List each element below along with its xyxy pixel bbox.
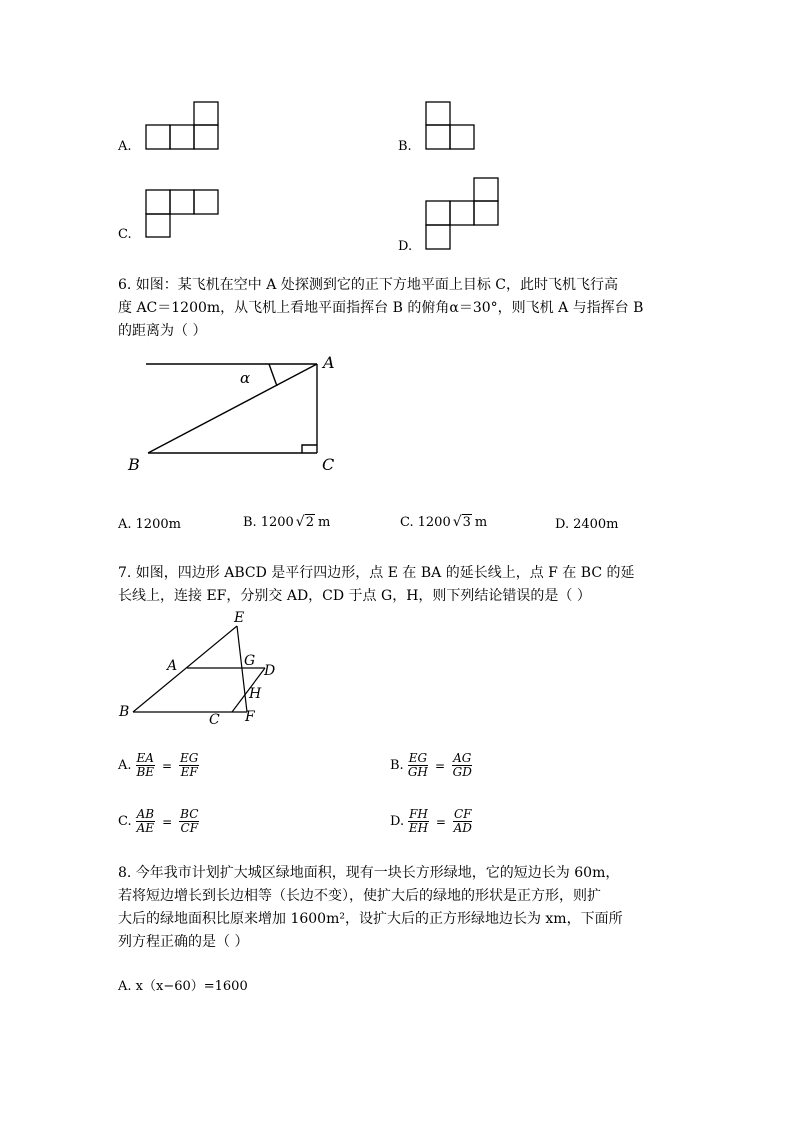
q6-choice-d: D. 2400m (555, 517, 619, 532)
q7-choice-b: B. $\frac{EG}{GH}$ = $\frac{AG}{GD}$ (390, 751, 472, 779)
q7-choice-c: C. $\frac{AB}{AE}$ = $\frac{BC}{CF}$ (118, 807, 199, 835)
point-label-c: C (209, 712, 220, 728)
point-label-g: G (244, 653, 256, 669)
q7-choice-a: A. $\frac{EA}{BE}$ = $\frac{EG}{EF}$ (118, 751, 199, 779)
point-label-c: C (322, 455, 335, 474)
point-label-e: E (234, 610, 245, 626)
question-6-text: 6. 如图：某飞机在空中 A 处探测到它的正下方地平面上目标 C，此时飞机飞行高 度 AC＝1200m，从飞机上看地平面指挥台 B 的俯角α＝30°，则飞机 A 与指挥台 B 的距离为（ ） (118, 277, 644, 339)
point-label-a: A (167, 658, 178, 674)
q6-choice-c: C. 1200 √3 m (400, 514, 488, 530)
q6-choice-b: B. 1200 √2 m (243, 514, 331, 530)
net-figure-b (425, 101, 477, 151)
point-label-h: H (249, 686, 262, 702)
net-figure-d (425, 177, 500, 251)
point-label-b: B (128, 455, 140, 474)
question-7-figure (118, 606, 293, 730)
q6-choice-a: A. 1200m (118, 517, 181, 532)
question-7-text: 7. 如图，四边形 ABCD 是平行四边形，点 E 在 BA 的延长线上，点 F 在 BC 的延 长线上，连接 EF，分别交 AD，CD 于点 G，H，则下列结论错误的是（ ） (118, 565, 635, 604)
question-6-figure (118, 348, 348, 478)
point-label-f: F (245, 709, 255, 725)
net-figure-c (145, 189, 220, 239)
q7-choice-d: D. $\frac{FH}{EH}$ = $\frac{CF}{AD}$ (390, 807, 472, 835)
angle-label-alpha: α (240, 369, 251, 387)
option-label-b: B. (398, 139, 412, 154)
q8-choice-a: A. x（x−60）=1600 (118, 979, 248, 994)
point-label-b: B (119, 704, 130, 720)
option-label-d: D. (398, 239, 413, 254)
option-label-c: C. (118, 227, 132, 242)
point-label-d: D (264, 663, 276, 679)
question-8-text: 8. 今年我市计划扩大城区绿地面积，现有一块长方形绿地，它的短边长为 60m， 若将短边增长到长边相等（长边不变），使扩大后的绿地的形状是正方形，则扩 大后的绿地面积比原来增加 1600m²，设扩大后的正方形绿地边长为 xm，下面所 列方程正确的是（ ） (118, 865, 623, 950)
option-label-a: A. (118, 139, 132, 154)
net-figure-a (145, 101, 220, 151)
point-label-a: A (323, 353, 335, 372)
